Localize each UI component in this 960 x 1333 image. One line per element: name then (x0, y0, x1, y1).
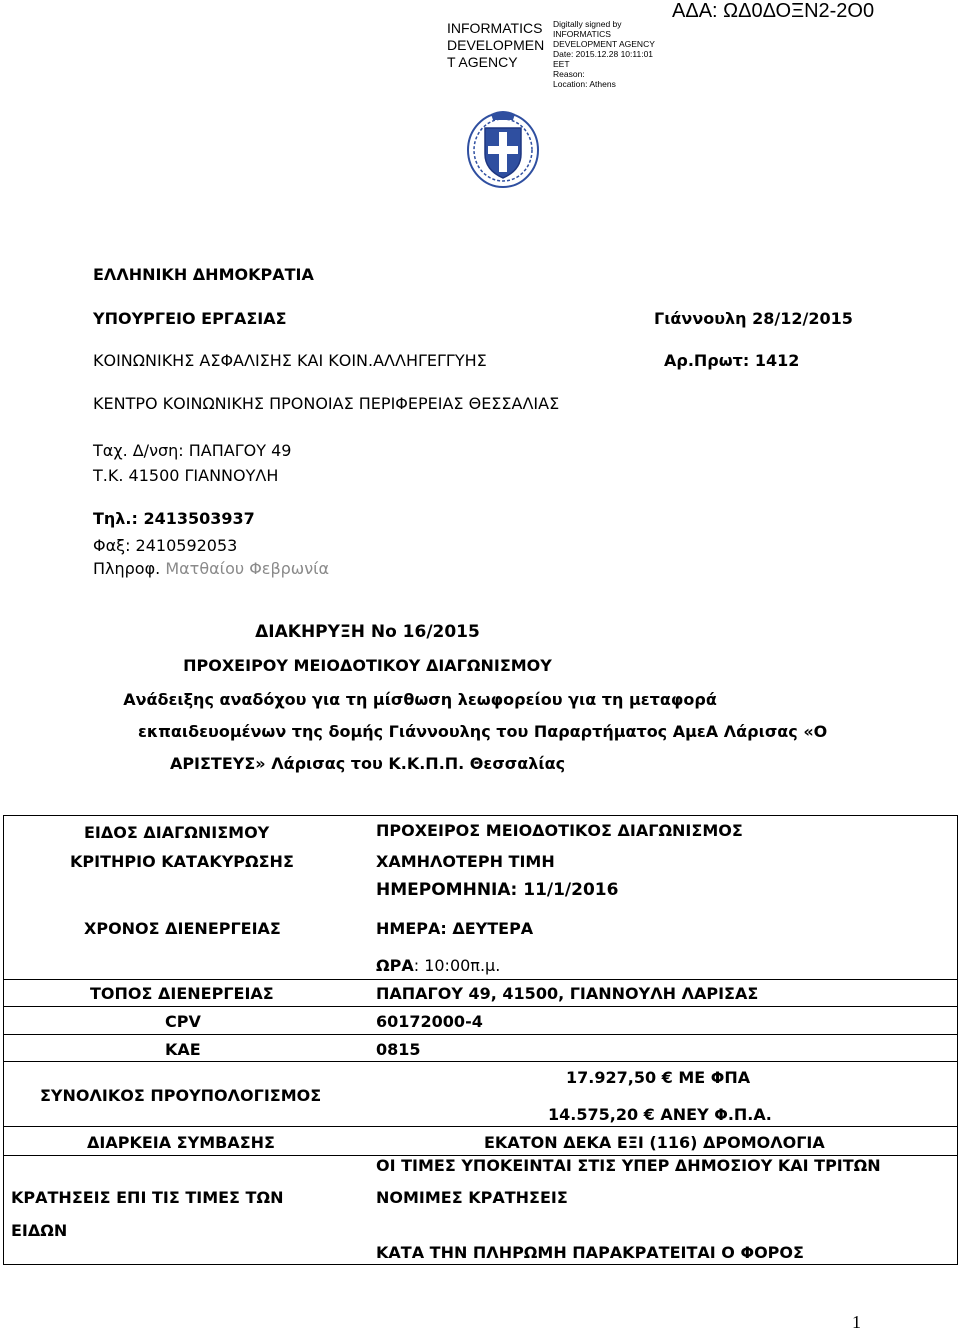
greek-emblem-icon (465, 108, 541, 192)
subject-line-3: ΑΡΙΣΤΕΥΣ» Λάρισας του Κ.Κ.Π.Π. Θεσσαλίας (169, 754, 566, 773)
duration-value: ΕΚΑΤΟΝ ΔΕΚΑ ΕΞΙ (116) ΔΡΟΜΟΛΟΓΙΑ (484, 1133, 825, 1152)
signature-line: Location: Athens (553, 79, 616, 89)
signature-line: Digitally signed by (553, 19, 622, 29)
signature-line: DEVELOPMENT AGENCY (553, 39, 655, 49)
hour-value: : 10:00π.μ. (413, 956, 501, 975)
cpv-value: 60172000-4 (376, 1012, 483, 1031)
tender-hour (376, 956, 500, 975)
budget-without-vat: 14.575,20 € ΑΝΕΥ Φ.Π.Α. (548, 1105, 772, 1124)
criterion-value: ΧΑΜΗΛΟΤΕΡΗ ΤΙΜΗ (376, 852, 555, 871)
tender-date: ΗΜΕΡΟΜΗΝΙΑ: 11/1/2016 (376, 880, 619, 900)
deductions-value-3: ΚΑΤΑ ΤΗΝ ΠΛΗΡΩΜΗ ΠΑΡΑΚΡΑΤΕΙΤΑΙ Ο ΦΟΡΟΣ (376, 1243, 804, 1262)
hour-label: ΩΡΑ (376, 956, 414, 975)
table-divider (4, 1034, 957, 1035)
table-divider (4, 979, 957, 980)
budget-with-vat: 17.927,50 € ΜΕ ΦΠΑ (566, 1068, 751, 1087)
subject-line-2: εκπαιδευομένων της δομής Γιάννουλης του Παραρτήματος ΑμεΑ Λάρισας «Ο (138, 722, 828, 741)
signer-name: INFORMATICS DEVELOPMEN T AGENCY (447, 20, 545, 70)
protocol-number: Αρ.Πρωτ: 1412 (664, 351, 800, 370)
postal-code: Τ.Κ. 41500 ΓΙΑΝΝΟΥΛΗ (93, 466, 279, 485)
type-value: ΠΡΟΧΕΙΡΟΣ ΜΕΙΟΔΟΤΙΚΟΣ ΔΙΑΓΩΝΙΣΜΟΣ (376, 821, 743, 840)
signature-line: EET (553, 59, 570, 69)
phone: Τηλ.: 2413503937 (93, 509, 255, 528)
document-subtitle: ΠΡΟΧΕΙΡΟΥ ΜΕΙΟΔΟΤΙΚΟΥ ΔΙΑΓΩΝΙΣΜΟΥ (183, 656, 552, 675)
subject-line-1: Ανάδειξης αναδόχου για τη μίσθωση λεωφορείου για τη μεταφορά (123, 690, 717, 709)
ministry-name: ΥΠΟΥΡΓΕΙΟ ΕΡΓΑΣΙΑΣ (93, 309, 287, 328)
ada-code: ΑΔΑ: ΩΔ0ΔΟΞΝ2-2Ο0 (672, 0, 875, 22)
signature-line: Date: 2015.12.28 10:11:01 (553, 49, 654, 59)
center-name: ΚΕΝΤΡΟ ΚΟΙΝΩΝΙΚΗΣ ΠΡΟΝΟΙΑΣ ΠΕΡΙΦΕΡΕΙΑΣ ΘΕΣΣΑΛΙΑΣ (93, 394, 560, 413)
time-label: ΧΡΟΝΟΣ ΔΙΕΝΕΡΓΕΙΑΣ (84, 919, 281, 938)
country-name: ΕΛΛΗΝΙΚΗ ΔΗΜΟΚΡΑΤΙΑ (93, 265, 314, 284)
address: Ταχ. Δ/νση: ΠΑΠΑΓΟΥ 49 (93, 441, 292, 460)
place-date: Γιάννουλη 28/12/2015 (654, 309, 853, 328)
contact-info (93, 559, 329, 578)
cpv-label: CPV (165, 1012, 201, 1031)
budget-label: ΣΥΝΟΛΙΚΟΣ ΠΡΟΥΠΟΛΟΓΙΣΜΟΣ (40, 1086, 322, 1105)
table-divider (4, 1061, 957, 1062)
deductions-value-2: ΝΟΜΙΜΕΣ ΚΡΑΤΗΣΕΙΣ (376, 1188, 568, 1207)
deductions-value-1: ΟΙ ΤΙΜΕΣ ΥΠΟΚΕΙΝΤΑΙ ΣΤΙΣ ΥΠΕΡ ΔΗΜΟΣΙΟΥ ΚΑΙ ΤΡΙΤΩΝ (376, 1156, 881, 1175)
contact-name: Ματθαίου Φεβρωνία (165, 559, 330, 578)
tender-details-table (3, 815, 958, 1265)
duration-label: ΔΙΑΡΚΕΙΑ ΣΥΜΒΑΣΗΣ (87, 1133, 275, 1152)
tender-day: ΗΜΕΡΑ: ΔΕΥΤΕΡΑ (376, 919, 534, 938)
document-title: ΔΙΑΚΗΡΥΞΗ Νο 16/2015 (255, 622, 480, 642)
kae-label: ΚΑΕ (165, 1040, 201, 1059)
signature-details (553, 19, 655, 89)
kae-value: 0815 (376, 1040, 421, 1059)
contact-label: Πληροφ. (93, 559, 161, 578)
signature-line: Reason: (553, 69, 585, 79)
place-label: ΤΟΠΟΣ ΔΙΕΝΕΡΓΕΙΑΣ (90, 984, 274, 1003)
table-divider (4, 1126, 957, 1127)
criterion-label: ΚΡΙΤΗΡΙΟ ΚΑΤΑΚΥΡΩΣΗΣ (70, 852, 294, 871)
table-divider (4, 1006, 957, 1007)
place-value: ΠΑΠΑΓΟΥ 49, 41500, ΓΙΑΝΝΟΥΛΗ ΛΑΡΙΣΑΣ (376, 984, 759, 1003)
ministry-name-continued: ΚΟΙΝΩΝΙΚΗΣ ΑΣΦΑΛΙΣΗΣ ΚΑΙ ΚΟΙΝ.ΑΛΛΗΓΕΓΓΥΗΣ (93, 351, 487, 370)
deductions-label-1: ΚΡΑΤΗΣΕΙΣ ΕΠΙ ΤΙΣ ΤΙΜΕΣ ΤΩΝ (11, 1188, 284, 1207)
signature-line: INFORMATICS (553, 29, 611, 39)
deductions-label-2: ΕΙΔΩΝ (11, 1221, 68, 1240)
fax: Φαξ: 2410592053 (93, 536, 238, 555)
page-number: 1 (852, 1312, 861, 1332)
type-label: ΕΙΔΟΣ ΔΙΑΓΩΝΙΣΜΟΥ (84, 823, 270, 842)
